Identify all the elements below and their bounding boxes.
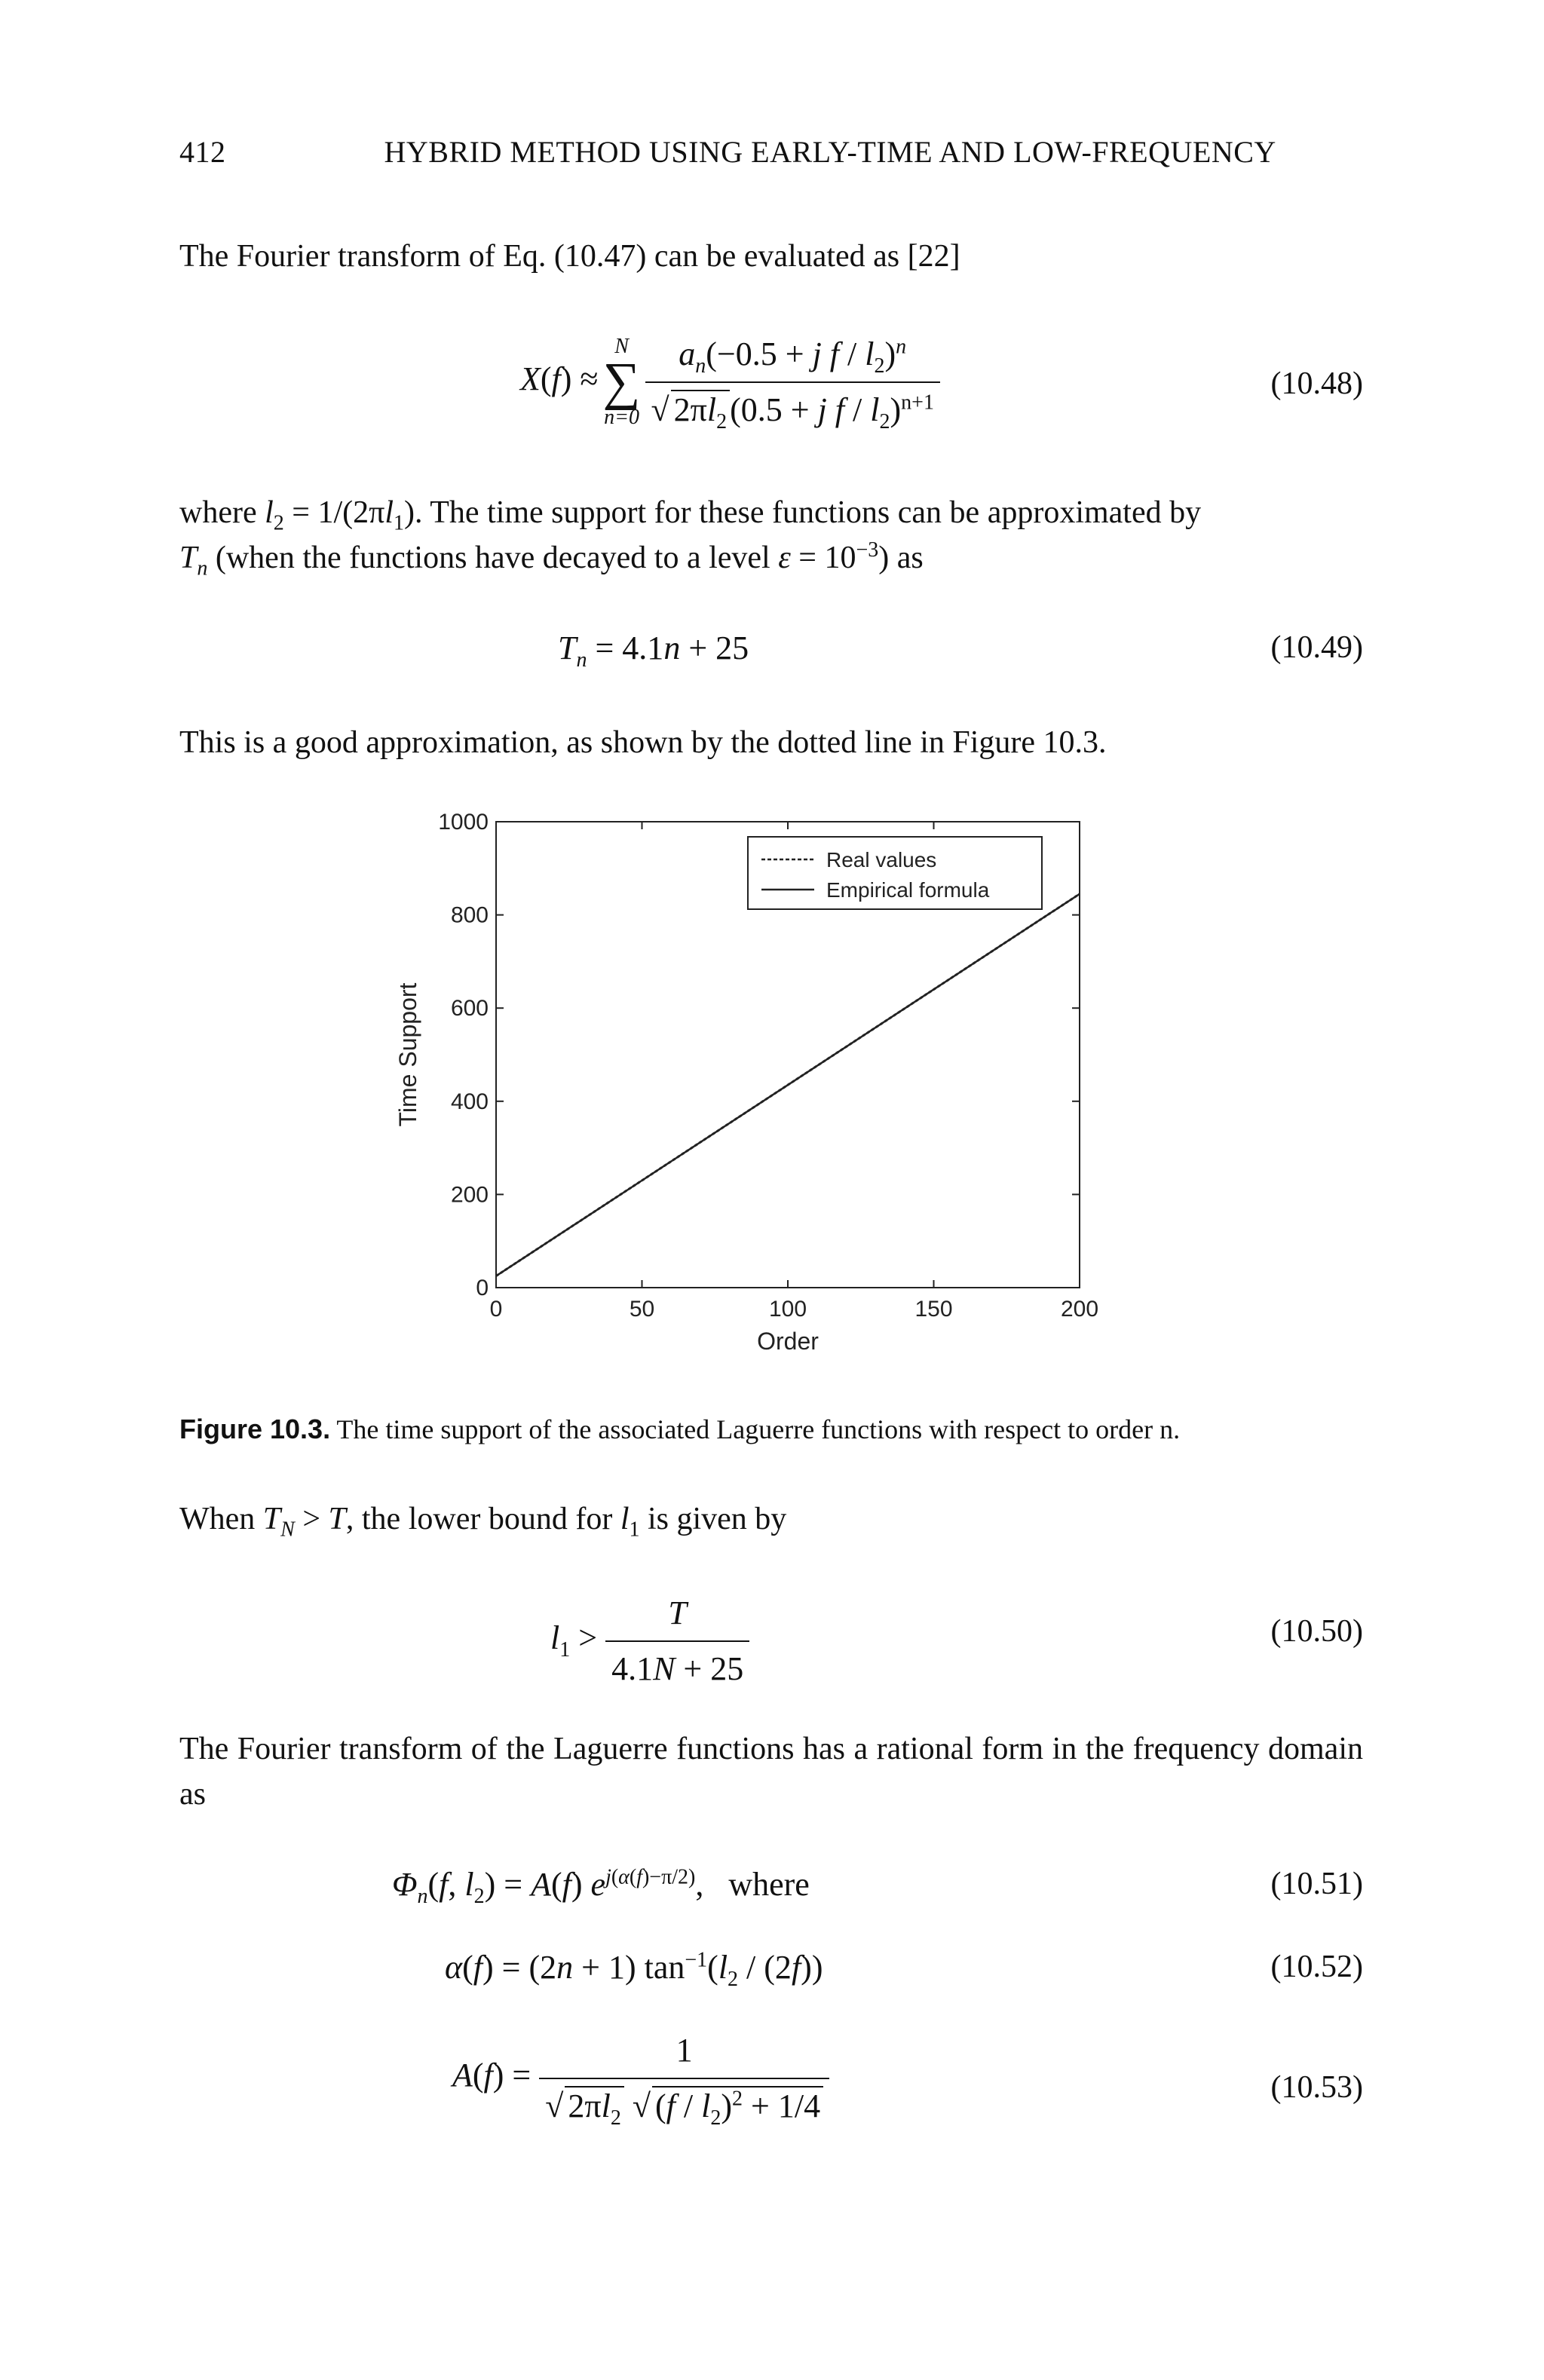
figure-10-3-chart: [377, 799, 1131, 1372]
equation-10-49: $T_n = 4.1n + 25$: [558, 629, 749, 672]
running-title: HYBRID METHOD USING EARLY-TIME AND LOW-FREQUENCY: [384, 135, 1276, 169]
figure-caption: [179, 1414, 1180, 1445]
page-number: 412: [179, 135, 226, 169]
equation-number-10-53: (10.53): [1270, 2070, 1363, 2105]
x-tick-label: 0: [489, 1297, 503, 1322]
x-tick-label: 100: [768, 1297, 807, 1322]
legend-label-2: Empirical formula: [826, 878, 990, 902]
x-axis-label: Order: [757, 1328, 819, 1355]
equation-10-52: α(f) = (2n + 1) $\tan^{-1}(l_2 / (2f))$: [445, 1948, 823, 1991]
paragraph-2-line-2: $T_n$ (when the functions have decayed to a level $\varepsilon = 10^{-3}$) as: [179, 538, 924, 580]
equation-10-53: A(f) = $\frac{1}{√ 2\pi l_2 √ (f / l_2)^2 + 1/4}$: [452, 2028, 829, 2129]
y-tick-label: 1000: [438, 810, 489, 835]
paragraph-3: This is a good approximation, as shown by the dotted line in Figure 10.3.: [179, 725, 1107, 760]
equation-10-50: $l_1$ > $\frac{T}{4.1N + 25}$: [550, 1591, 749, 1692]
y-tick-label: 200: [450, 1182, 489, 1208]
paragraph-4: When $T_N > T$, the lower bound for $l_1$ is given by: [179, 1502, 787, 1542]
paragraph-2-line-1: where $l_2 = 1/(2\pi l_1)$. The time support for these functions can be approximated by: [179, 495, 1202, 535]
y-tick-label: 0: [476, 1276, 489, 1300]
y-tick-label: 400: [450, 1089, 489, 1114]
x-tick-label: 200: [1060, 1297, 1099, 1322]
y-tick-label: 800: [450, 902, 489, 928]
equation-number-10-52: (10.52): [1270, 1950, 1363, 1984]
page-header: [179, 134, 1276, 170]
x-tick-label: 50: [629, 1297, 655, 1322]
paragraph-5: The Fourier transform of the Laguerre functions has a rational form in the frequency domain as: [179, 1732, 1363, 1812]
equation-number-10-50: (10.50): [1270, 1614, 1363, 1649]
figure-caption-text: The time support of the associated Laguerre functions with respect to order n.: [330, 1414, 1181, 1444]
legend-label-1: Real values: [826, 848, 937, 871]
y-axis-label: Time Support: [394, 982, 421, 1127]
equation-number-10-49: (10.49): [1270, 630, 1363, 665]
figure-caption-label: Figure 10.3.: [179, 1414, 331, 1444]
x-tick-label: 150: [914, 1297, 953, 1322]
y-tick-label: 600: [450, 996, 489, 1022]
equation-10-51: $\Phi_n(f$, $l_2) = A(f)$ $e^{j(\alpha(f)-\pi/2)}$, where: [392, 1865, 810, 1908]
paragraph-1: The Fourier transform of Eq. (10.47) can be evaluated as [22]: [179, 239, 960, 274]
equation-number-10-48: (10.48): [1270, 366, 1363, 401]
equation-10-48: X(f) ≈ N ∑ n=0 $\frac{a_n(-0.5 + j f / l_2)^n}{√ 2\pi l_2(0.5 + j f / l_2)^{n+1}}$: [520, 332, 940, 433]
equation-number-10-51: (10.51): [1270, 1867, 1363, 1901]
